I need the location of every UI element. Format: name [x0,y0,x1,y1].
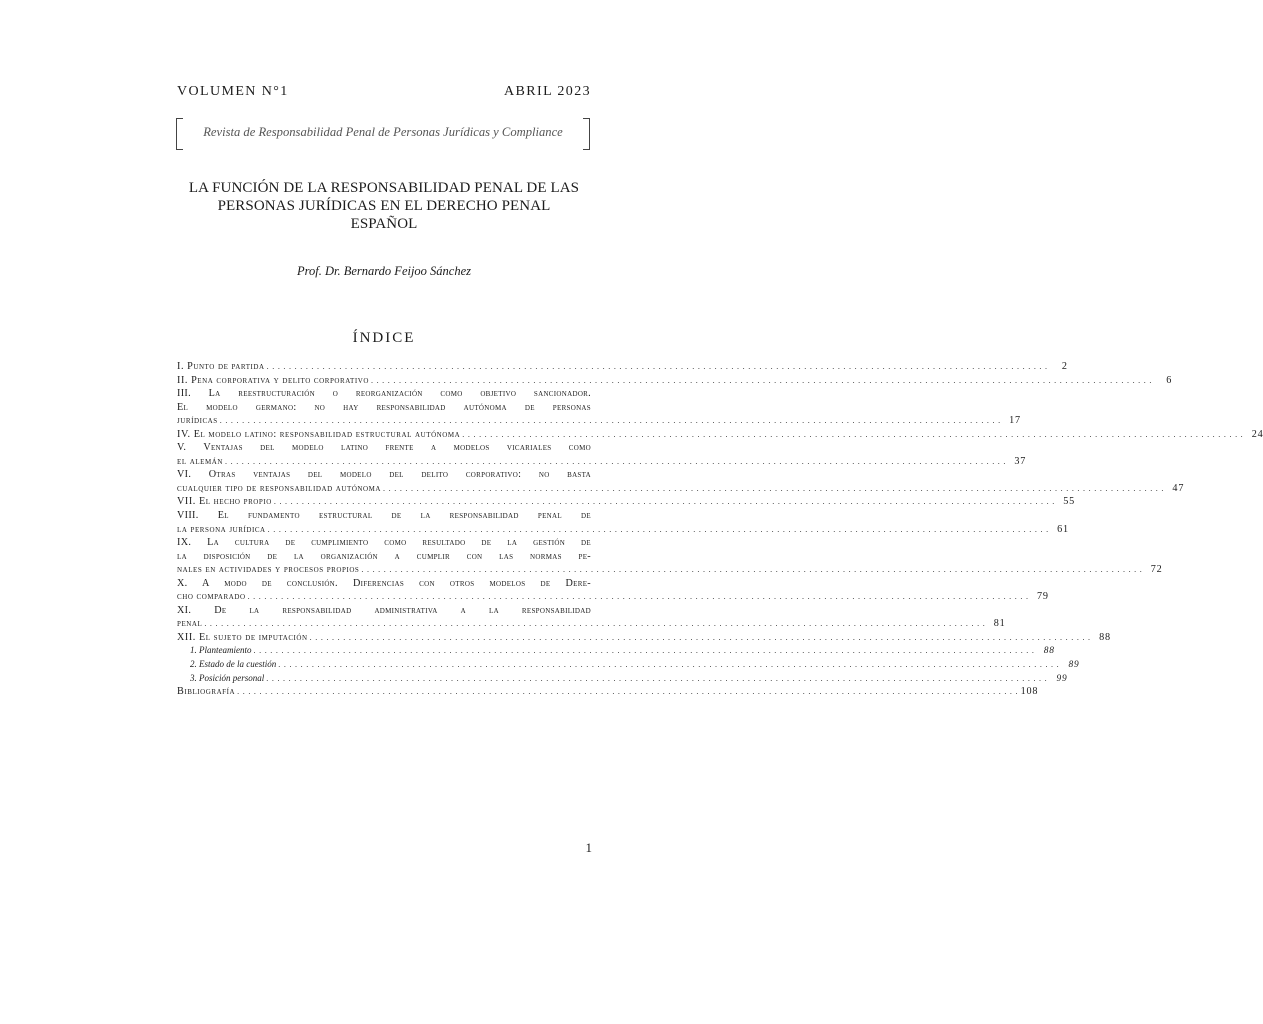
toc-entry[interactable] [177,631,1111,645]
toc-entry[interactable] [177,604,591,618]
toc-page-number: 47 [1172,482,1185,494]
toc-entry[interactable] [177,577,591,591]
toc-page-number: 108 [1020,686,1039,698]
toc-page-number: 37 [1014,455,1027,467]
toc-leader-dots: . . . . . . . . . . . . . . . . . . . . . . . . . . . . . . . . . . . . . . . . . . . . . . . . . . . . . . . . . . . . . . . . . . . . . . . . . . . . . . . . . . . . . . . . . . . . . . . . . . . . . . . . . . . . . . . . . . . . . . . . . . . . . . . . . . . . . . . . . . . . [267,524,1049,534]
toc-leader-dots: . . . . . . . . . . . . . . . . . . . . . . . . . . . . . . . . . . . . . . . . . . . . . . . . . . . . . . . . . . . . . . . . . . . . . . . . . . . . . . . . . . . . . . . . . . . . . . . . . . . . . . . . . . . . . . . . . . . . . . . . . . . . . . . . . . . . . . . . . . . . [225,456,1007,466]
author-name: Prof. Dr. Bernardo Feijoo Sánchez [296,264,472,278]
toc-leader-dots: . . . . . . . . . . . . . . . . . . . . . . . . . . . . . . . . . . . . . . . . . . . . . . . . . . . . . . . . . . . . . . . . . . . . . . . . . . . . . . . . . . . . . . . . . . . . . . . . . . . . . . . . . . . . . . . . . . . . . . . . . . . . . . . . . . . . . . . . . . . . [266,673,1048,683]
toc-entry-text: VIII. El fundamento estructural de la responsabilidad penal de [177,510,591,522]
toc-entry-text: 3. Posición personal [190,672,265,683]
toc-leader-dots: . . . . . . . . . . . . . . . . . . . . . . . . . . . . . . . . . . . . . . . . . . . . . . . . . . . . . . . . . . . . . . . . . . . . . . . . . . . . . . . . . . . . . . . . . . . . . . . . . . . . . . . . . . . . . . . . . . . . . . . . . . . . . . . . . . . . . . . . . . . . [273,497,1056,507]
toc-entry[interactable] [177,550,591,564]
toc-entry-text: I. Punto de partida [177,361,265,372]
toc-entry[interactable] [177,441,591,455]
article-title-line: PERSONAS JURÍDICAS EN EL DERECHO PENAL [217,198,551,214]
toc-entry-text: 2. Estado de la cuestión [190,659,277,670]
toc-entry[interactable] [177,523,1069,537]
article-title-line: LA FUNCIÓN DE LA RESPONSABILIDAD PENAL DE LAS [188,180,580,196]
toc-page-number: 6 [1166,374,1173,386]
article-title [176,179,592,233]
toc-entry-text: V. Ventajas del modelo latino frente a modelos vicariales como [177,442,591,454]
toc-entry[interactable] [177,509,591,523]
toc-entry-text: II. Pena corporativa y delito corporativo [177,374,369,386]
toc-entry-text: VII. El hecho propio [177,496,272,508]
toc-entry[interactable] [177,685,1039,699]
toc-leader-dots: . . . . . . . . . . . . . . . . . . . . . . . . . . . . . . . . . . . . . . . . . . . . . . . . . . . . . . . . . . . . . . . . . . . . . . . . . . . . . . . . . . . . . . . . . . . . . . . . . . . . . . . . . . . . . . . . . . . . . . . . . . . . . . . . . . . . . . . . . . . . [361,565,1143,575]
toc-leader-dots: . . . . . . . . . . . . . . . . . . . . . . . . . . . . . . . . . . . . . . . . . . . . . . . . . . . . . . . . . . . . . . . . . . . . . . . . . . . . . . . . . . . . . . . . . . . . . . . . . . . . . . . . . . . . . . . . . . . . . . . . . . . . . . . . . . . . . . . . . . . . [278,660,1060,670]
toc-entry-text: XII. El sujeto de imputación [177,631,308,643]
toc-entry-text: el alemán [177,455,223,467]
toc-page-number: 61 [1057,523,1069,535]
issue-date: ABRIL 2023 [504,84,591,99]
toc-subentry[interactable] [177,644,1055,658]
toc-leader-dots: . . . . . . . . . . . . . . . . . . . . . . . . . . . . . . . . . . . . . . . . . . . . . . . . . . . . . . . . . . . . . . . . . . . . . . . . . . . . . . . . . . . . . . . . . . . . . . . . . . . . . . . . . . . . . . . . . . . . . . . . . . . . . . . . . . . . . . . . . . . . [253,646,1035,656]
toc-subentry[interactable] [177,672,1068,686]
toc-entry-text: Bibliografía [177,686,236,698]
toc-leader-dots: . . . . . . . . . . . . . . . . . . . . . . . . . . . . . . . . . . . . . . . . . . . . . . . . . . . . . . . . . . . . . . . . . . . . . . . . . . . . . . . . . . . . . . . . . . . . . . . . . . . . . . . . . . . . . . . . . . . . . . . . . . . . . . . . . . . . . . . . . . . . [462,429,1244,439]
toc-leader-dots: . . . . . . . . . . . . . . . . . . . . . . . . . . . . . . . . . . . . . . . . . . . . . . . . . . . . . . . . . . . . . . . . . . . . . . . . . . . . . . . . . . . . . . . . . . . . . . . . . . . . . . . . . . . . . . . . . . . . . . . . . . . . . . . . . . . . . . . . . . . . [247,592,1029,602]
toc-entry-text: IX. La cultura de cumplimiento como resultado de la gestión de [177,537,591,549]
toc-leader-dots: . . . . . . . . . . . . . . . . . . . . . . . . . . . . . . . . . . . . . . . . . . . . . . . . . . . . . . . . . . . . . . . . . . . . . . . . . . . . . . . . . . . . . . . . . . . . . . . . . . . . . . . . . . . . . . . . . . . . . . . . . . . . . . . . . . . . . . . . . . . . [219,416,1001,426]
toc-entry-text: penal [177,618,203,630]
page-number: 1 [585,840,592,855]
toc-entry-text: El modelo germano: no hay responsabilidad autónoma de personas [177,401,591,413]
toc-entry[interactable] [177,617,1006,631]
toc-entry[interactable] [177,536,591,550]
toc-page-number: 2 [1061,361,1068,372]
toc-entry-text: XI. De la responsabilidad administrativa a la responsabilidad [177,604,591,616]
toc-page-number: 55 [1063,496,1076,508]
toc-entry-text: X. A modo de conclusión. Diferencias con otros modelos de Dere- [177,577,591,589]
toc-page-number: 88 [1099,631,1111,643]
toc-leader-dots: . . . . . . . . . . . . . . . . . . . . . . . . . . . . . . . . . . . . . . . . . . . . . . . . . . . . . . . . . . . . . . . . . . . . . . . . . . . . . . . . . . . . . . . . . . . . . . . . . . . . . . . . . . . . . . . . . . . . . . . . . . . . . . . . . . . . . . . . . . . . [383,483,1165,493]
toc-page-number: 72 [1150,564,1163,576]
toc-entry-text: IV. El modelo latino: responsabilidad estructural autónoma [177,428,461,440]
toc-entry[interactable] [177,374,1173,388]
toc-page-number: 79 [1036,591,1049,603]
toc-entry[interactable] [177,414,1021,428]
toc-entry[interactable] [177,428,1263,442]
toc-leader-dots: . . . . . . . . . . . . . . . . . . . . . . . . . . . . . . . . . . . . . . . . . . . . . . . . . . . . . . . . . . . . . . . . . . . . . . . . . . . . . . . . . . . . . . . . . . . . . . . . . . . . . . . . . . . . . . . . . . . . . . . . . . . . . . . . . . . . . . . . . . . . [204,619,986,629]
toc-page-number: 89 [1068,660,1080,671]
toc-subentry[interactable] [177,658,1080,672]
toc-entry[interactable] [177,360,1068,374]
toc-entry-text: cho comparado [177,591,246,603]
toc-leader-dots: . . . . . . . . . . . . . . . . . . . . . . . . . . . . . . . . . . . . . . . . . . . . . . . . . . . . . . . . . . . . . . . . . . . . . . . . . . . . . . . . . . . . . . . . . . . . . . . . . . . . . . . . . . . . . . . . . . . . . . . . . . . . . . . . . . . . . . . . . . . . [370,375,1153,385]
journal-title: Revista de Responsabilidad Penal de Personas Jurídicas y Compliance [203,125,563,139]
toc-entry[interactable] [177,482,1185,496]
toc-entry-text: la disposición de la organización a cumplir con las normas pe- [177,550,591,562]
toc-page-number: 24 [1251,428,1263,440]
volume-label: VOLUMEN N°1 [177,84,289,99]
right-bracket [583,118,590,150]
toc-entry[interactable] [177,401,591,415]
toc-entry[interactable] [177,495,1076,509]
toc-leader-dots: . . . . . . . . . . . . . . . . . . . . . . . . . . . . . . . . . . . . . . . . . . . . . . . . . . . . . . . . . . . . . . . . . . . . . . . . . . . . . . . . . . . . . . . . . . . . . . . . . . . . . . . . . . . . . . . . . . . . . . . . . . . . . . . . . . . . . . . . . . . . [266,362,1048,371]
toc-entry-text: III. La reestructuración o reorganización como objetivo sancionador. [177,388,591,400]
toc-entry[interactable] [177,563,1163,577]
toc-page-number: 81 [993,618,1006,630]
toc-leader-dots: . . . . . . . . . . . . . . . . . . . . . . . . . . . . . . . . . . . . . . . . . . . . . . . . . . . . . . . . . . . . . . . . . . . . . . . . . . . . . . . . . . . . . . . . . . . . . . . . . . . . . . . . . . . . . . . . . . . . . . . . . . . . . . . . . . . . . . . . . . . . [309,632,1091,642]
toc-entry[interactable] [177,468,591,482]
toc-entry-text: nales en actividades y procesos propios [177,564,360,576]
toc-page-number: 88 [1043,646,1055,657]
toc-leader-dots: . . . . . . . . . . . . . . . . . . . . . . . . . . . . . . . . . . . . . . . . . . . . . . . . . . . . . . . . . . . . . . . . . . . . . . . . . . . . . . . . . . . . . . . . . . . . . . . . . . . . . . . . . . . . . . . . . . . . . . . . . . . . . . . . . . . . . . . . . . . . [237,687,1019,697]
table-of-contents [177,360,1263,699]
index-heading: ÍNDICE [352,330,416,346]
toc-entry[interactable] [177,387,591,401]
article-title-line: ESPAÑOL [350,216,418,232]
toc-page-number: 17 [1009,415,1021,427]
toc-entry-text: 1. Planteamiento [190,645,252,656]
toc-entry-text: cualquier tipo de responsabilidad autónoma [177,482,382,494]
toc-entry[interactable] [177,455,1027,469]
toc-entry-text: la persona jurídica [177,523,266,535]
toc-page-number: 99 [1056,673,1068,684]
toc-entry-text: jurídicas [177,415,218,427]
toc-entry-text: VI. Otras ventajas del modelo del delito corporativo: no basta [177,469,591,481]
journal-banner [176,118,590,150]
toc-entry[interactable] [177,590,1049,604]
